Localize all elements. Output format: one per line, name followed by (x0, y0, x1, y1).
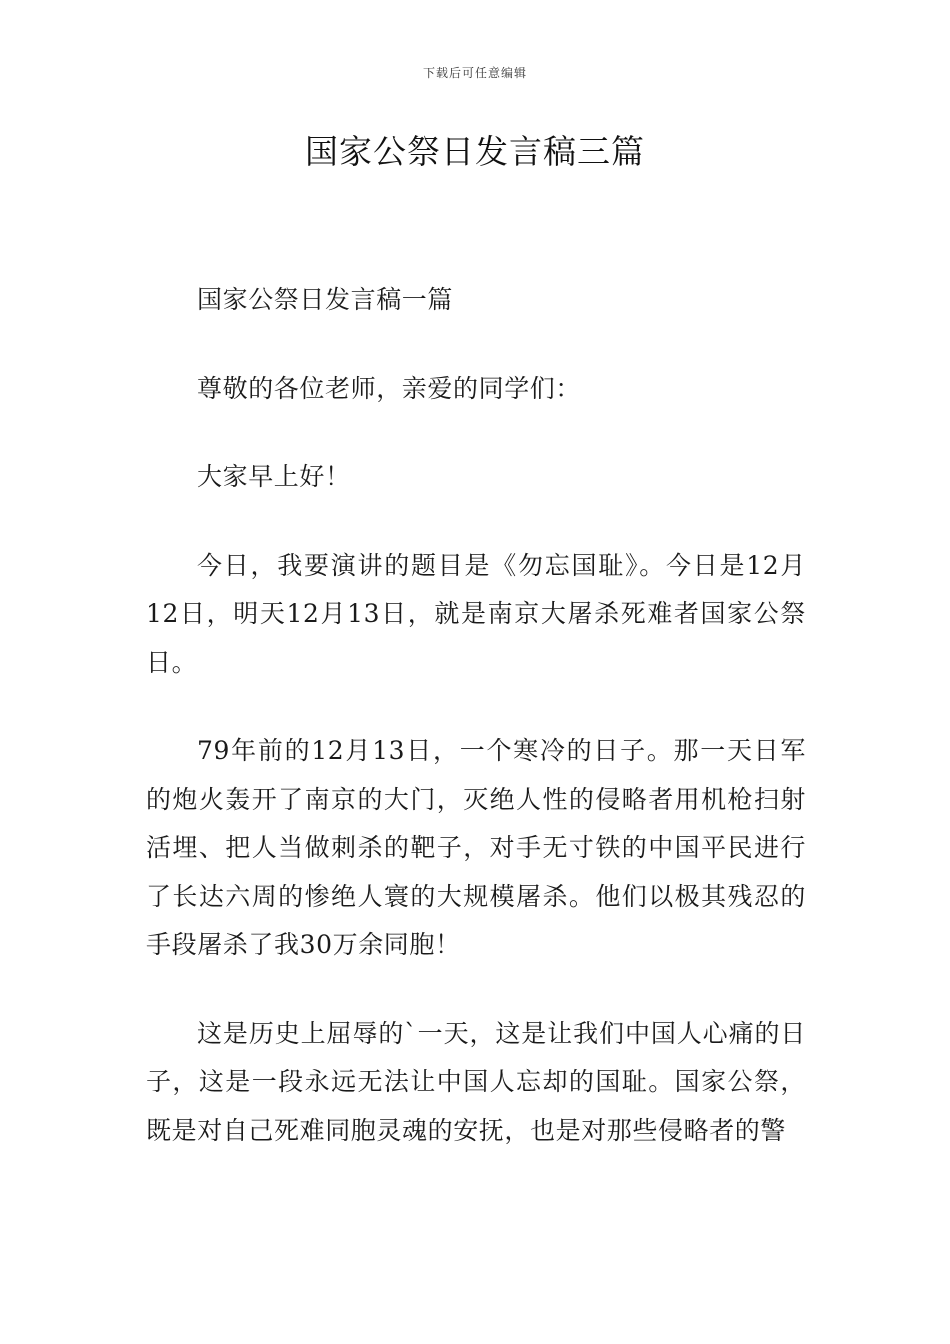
section-heading: 国家公祭日发言稿一篇 (197, 285, 454, 314)
body-paragraph: 这是历史上屈辱的`一天，这是让我们中国人心痛的日子，这是一段永远无法让中国人忘却的国耻。国家公祭，既是对自己死难同胞灵魂的安抚，也是对那些侵略者的警 (146, 1018, 806, 1145)
document-title: 国家公祭日发言稿三篇 (305, 132, 645, 171)
header-note: 下载后可任意编辑 (422, 66, 527, 80)
greeting-paragraph: 大家早上好！ (197, 462, 351, 491)
salutation-paragraph: 尊敬的各位老师，亲爱的同学们： (197, 373, 582, 403)
body-paragraph: 79年前的12月13日，一个寒冷的日子。那一天日军的炮火轰开了南京的大门，灭绝人性的侵略者用机枪扫射活埋、把人当做刺杀的靶子，对手无寸铁的中国平民进行了长达六周的惨绝人寰的大规模屠杀。他们以极其残忍的手段屠杀了我30万余同胞！ (146, 736, 806, 959)
document-body (146, 276, 806, 1195)
body-paragraph: 今日，我要演讲的题目是《勿忘国耻》。今日是12月12日，明天12月13日，就是南京大屠杀死难者国家公祭日。 (146, 550, 806, 677)
